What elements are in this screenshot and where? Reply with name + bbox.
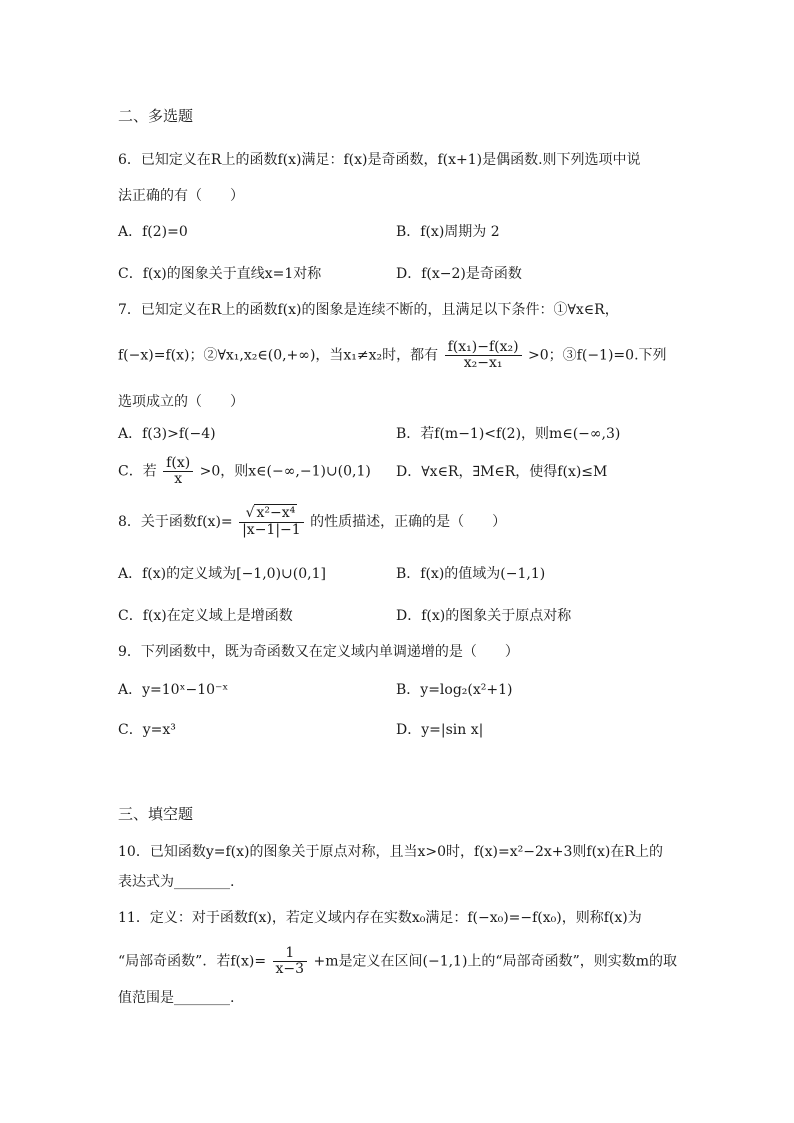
sqrt-symbol: √ x²−x⁴ [245,505,296,521]
section-heading-fill-blank: 三、填空题 [118,805,194,823]
q7-condition-text: f(−x)=f(x)；②∀x₁,x₂∈(0,+∞)，当x₁≠x₂时，都有 [118,347,439,364]
q7-stem-line2 [118,340,667,371]
q8-stem-prefix: 8．关于函数f(x)= [118,513,233,530]
q7-option-c [118,456,371,487]
q8-option-d: D．f(x)的图象关于原点对称 [396,608,572,624]
q6-option-d: D．f(x−2)是奇函数 [396,266,522,282]
q9-option-a: A．y=10ˣ−10⁻ˣ [118,682,229,698]
q11-fraction [273,946,308,977]
q9-option-c: C．y=x³ [118,722,176,738]
section-heading-multi-choice: 二、多选题 [118,107,194,125]
q7-stem-line3: 选项成立的（ ） [118,394,244,410]
q8-option-b: B．f(x)的值域为(−1,1) [396,566,546,582]
q11-stem-line1: 11．定义：对于函数f(x)，若定义域内存在实数x₀满足：f(−x₀)=−f(x₀)，则称f(x)为 [118,910,642,926]
q11-stem-line3: 值范围是________. [118,990,235,1006]
q7-stem-line1: 7．已知定义在R上的函数f(x)的图象是连续不断的，且满足以下条件：①∀x∈R， [118,302,619,318]
q9-option-d: D．y=|sin x| [396,722,484,738]
q6-option-b: B．f(x)周期为 2 [396,224,500,240]
q11-stem-line2 [118,946,677,977]
q8-option-a: A．f(x)的定义域为[−1,0)∪(0,1] [118,566,326,582]
q7-option-c-fraction [163,456,193,487]
q8-fraction-denominator: |x−1|−1 [242,521,301,538]
q7-option-d: D．∀x∈R，∃M∈R，使得f(x)≤M [396,464,608,480]
q6-stem-line2: 法正确的有（ ） [118,188,244,204]
q11-fraction-denominator: x−3 [275,961,305,977]
q8-fraction [239,506,304,538]
q7-fraction-numerator: f(x₁)−f(x₂) [445,340,522,356]
q6-stem-line1: 6．已知定义在R上的函数f(x)满足：f(x)是奇函数，f(x+1)是偶函数.则下列选项中说 [118,152,641,168]
q6-option-c: C．f(x)的图象关于直线x=1对称 [118,266,322,282]
q11-stem-prefix: “局部奇函数”．若f(x)= [118,953,267,970]
q9-stem: 9．下列函数中，既为奇函数又在定义域内单调递增的是（ ） [118,644,519,660]
q7-option-b: B．若f(m−1)<f(2)，则m∈(−∞,3) [396,426,621,442]
q11-fraction-numerator: 1 [273,946,308,962]
q7-option-c-prefix: C．若 [118,463,157,480]
q7-option-c-suffix: >0，则x∈(−∞,−1)∪(0,1) [199,463,371,480]
q7-fraction-denominator: x₂−x₁ [463,355,503,371]
q10-stem-line2: 表达式为________. [118,874,235,890]
q7-condition-tail: >0；③f(−1)=0.下列 [528,347,667,364]
q8-stem-suffix: 的性质描述，正确的是（ ） [310,513,507,530]
q9-option-b: B．y=log₂(x²+1) [396,682,513,698]
q11-stem-suffix: +m是定义在区间(−1,1)上的“局部奇函数”，则实数m的取 [313,953,678,970]
q7-option-a: A．f(3)>f(−4) [118,426,216,442]
q8-fraction-numerator [239,506,304,523]
q8-option-c: C．f(x)在定义域上是增函数 [118,608,293,624]
q8-stem [118,506,506,538]
q7-option-c-denominator: x [174,471,183,487]
q7-fraction [445,340,522,371]
q6-option-a: A．f(2)=0 [118,224,188,240]
q7-option-c-numerator: f(x) [163,456,193,472]
q10-stem-line1: 10．已知函数y=f(x)的图象关于原点对称，且当x>0时，f(x)=x²−2x+3则f(x)在R上的 [118,844,663,860]
q8-radicand: x²−x⁴ [256,505,296,521]
